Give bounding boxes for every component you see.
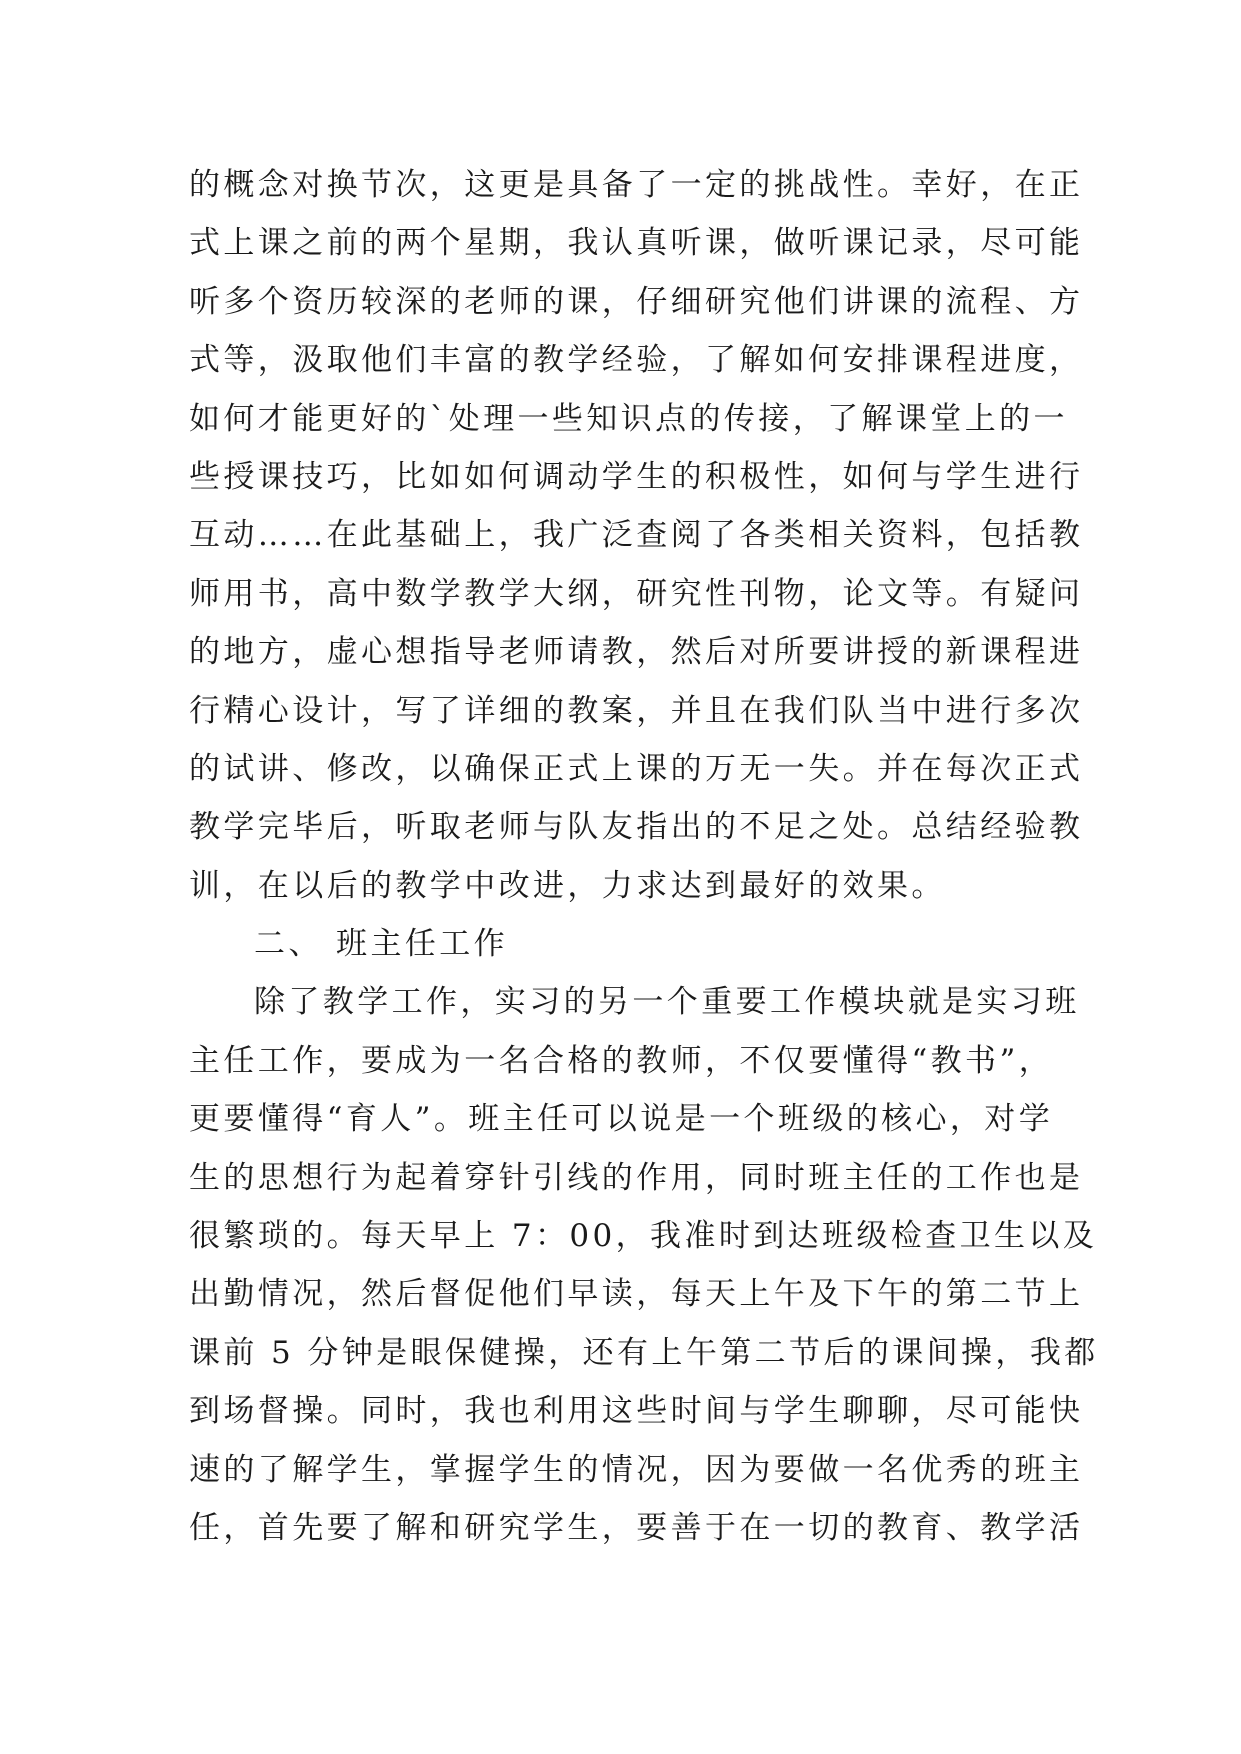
text-line: 任，首先要了解和研究学生，要善于在一切的教育、教学活 (189, 1509, 1084, 1546)
text-line: 式等，汲取他们丰富的教学经验，了解如何安排课程进度， (189, 342, 1084, 379)
text-line: 很繁琐的。每天早上 7：00，我准时到达班级检查卫生以及 (189, 1218, 1098, 1255)
text-line: 的试讲、修改，以确保正式上课的万无一失。并在每次正式 (189, 750, 1084, 787)
text-line: 师用书，高中数学教学大纲，研究性刊物，论文等。有疑问 (189, 575, 1084, 612)
text-line: 的地方，虚心想指导老师请教，然后对所要讲授的新课程进 (189, 634, 1084, 671)
document-body (189, 156, 1099, 1557)
paragraph-first-line: 除了教学工作，实习的另一个重要工作模块就是实习班 (254, 984, 1080, 1021)
text-line: 主任工作，要成为一名合格的教师，不仅要懂得“教书”， (189, 1042, 1054, 1079)
text-line: 教学完毕后，听取老师与队友指出的不足之处。总结经验教 (189, 809, 1084, 846)
text-line: 到场督操。同时，我也利用这些时间与学生聊聊，尽可能快 (189, 1393, 1084, 1430)
text-line: 训，在以后的教学中改进，力求达到最好的效果。 (189, 867, 946, 904)
text-line: 些授课技巧，比如如何调动学生的积极性，如何与学生进行 (189, 458, 1084, 495)
text-line: 课前 5 分钟是眼保健操，还有上午第二节后的课间操，我都 (189, 1334, 1099, 1371)
text-line: 行精心设计，写了详细的教案，并且在我们队当中进行多次 (189, 692, 1084, 729)
text-line: 互动……在此基础上，我广泛查阅了各类相关资料，包括教 (189, 517, 1084, 554)
text-line: 如何才能更好的`处理一些知识点的传接，了解课堂上的一 (189, 400, 1068, 437)
text-line: 的概念对换节次，这更是具备了一定的挑战性。幸好，在正 (189, 167, 1084, 203)
text-line: 生的思想行为起着穿针引线的作用，同时班主任的工作也是 (189, 1159, 1084, 1196)
text-line: 出勤情况，然后督促他们早读，每天上午及下午的第二节上 (189, 1276, 1084, 1313)
text-line: 式上课之前的两个星期，我认真听课，做听课记录，尽可能 (189, 225, 1084, 262)
section-heading: 二、 班主任工作 (254, 926, 509, 963)
text-line: 听多个资历较深的老师的课，仔细研究他们讲课的流程、方 (189, 283, 1084, 320)
text-line: 更要懂得“育人”。班主任可以说是一个班级的核心，对学 (189, 1101, 1054, 1138)
text-line: 速的了解学生，掌握学生的情况，因为要做一名优秀的班主 (189, 1451, 1084, 1488)
